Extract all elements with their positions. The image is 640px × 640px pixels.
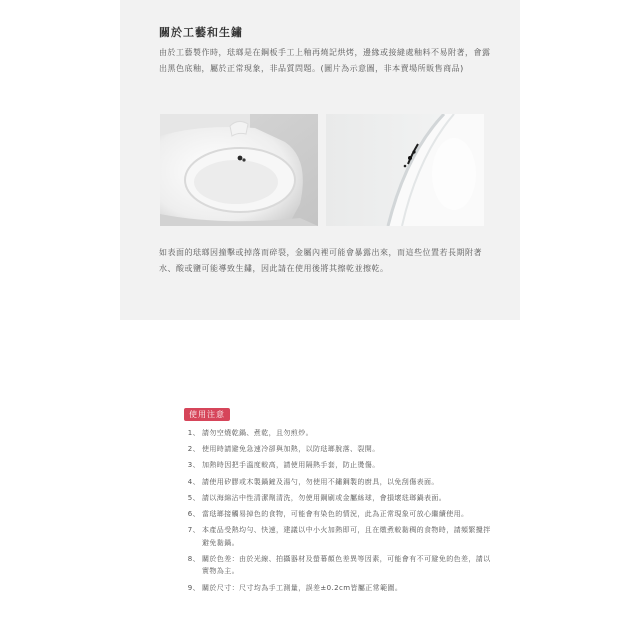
usage-notes-badge: 使用注意 — [184, 408, 230, 421]
item-text: 關於色差：由於光線、拍攝器材及螢幕顏色差異等因素，可能會有不可避免的色差，請以實物為主。 — [202, 554, 491, 576]
item-text: 加熱時因把手溫度較高，請使用隔熱手套，防止燙傷。 — [202, 461, 380, 470]
item-text: 使用時請避免急速冷卻與加熱，以防琺瑯脫落、裂開。 — [202, 445, 380, 454]
list-item — [184, 508, 494, 521]
enamel-edge-closeup-photo — [326, 114, 484, 226]
list-item — [184, 582, 494, 595]
list-item — [184, 443, 494, 456]
item-number: 1、 — [187, 429, 200, 437]
item-text: 請勿空燒乾鍋、煮乾，且勿煎炒。 — [202, 429, 313, 437]
usage-notes-section — [184, 402, 494, 598]
list-item — [184, 553, 494, 578]
rust-description: 如表面的琺瑯因撞擊或掉落而碎裂，金屬內裡可能會暴露出來，而這些位置若長期附著水、酸或鹽可能導致生鏽，因此請在使用後將其擦乾並擦乾。 — [159, 248, 482, 273]
item-number: 7、 — [187, 526, 200, 535]
item-number: 8、 — [187, 554, 200, 563]
usage-notes-list — [184, 427, 494, 594]
item-number: 6、 — [187, 509, 200, 518]
list-item — [184, 524, 494, 549]
list-item — [184, 476, 494, 489]
item-text: 請使用矽膠或木製鍋鏟及湯勺，勿使用不鏽鋼製的廚具，以免刮傷表面。 — [202, 477, 439, 486]
item-text: 請以海綿沾中性清潔劑清洗，勿使用鋼刷或金屬絲球，會損壞琺瑯鍋表面。 — [202, 493, 447, 502]
list-item — [184, 492, 494, 505]
item-text: 關於尺寸：尺寸均為手工測量，誤差±0.2cm皆屬正常範圍。 — [202, 583, 403, 592]
enamel-bowl-rim-image — [160, 114, 318, 226]
item-number: 9、 — [187, 583, 200, 592]
enamel-craft-section — [120, 0, 520, 320]
section-title: 關於工藝和生鏽 — [159, 26, 243, 39]
enamel-bowl-rim-photo — [160, 114, 318, 226]
item-number: 4、 — [187, 477, 200, 486]
item-number: 2、 — [187, 445, 200, 454]
item-number: 5、 — [187, 493, 200, 502]
enamel-edge-closeup-image — [326, 114, 484, 226]
item-number: 3、 — [187, 461, 200, 470]
craft-description: 由於工藝製作時，琺瑯是在鋼板手工上釉再燒記烘烤，邊緣或接縫處釉料不易附著，會露出黑色底釉，屬於正常現象，非品質問題。(圖片為示意圖，非本賣場所販售商品) — [159, 48, 491, 73]
list-item — [184, 459, 494, 472]
item-text: 本產品受熱均勻、快速，建議以中小火加熱即可，且在燉煮較黏稠的食物時，請頻繁攪拌避免黏鍋。 — [202, 526, 491, 547]
item-text: 當琺瑯接觸易掉色的食物，可能會有染色的情況，此為正常現象可放心繼續使用。 — [202, 509, 469, 518]
list-item — [184, 427, 494, 440]
